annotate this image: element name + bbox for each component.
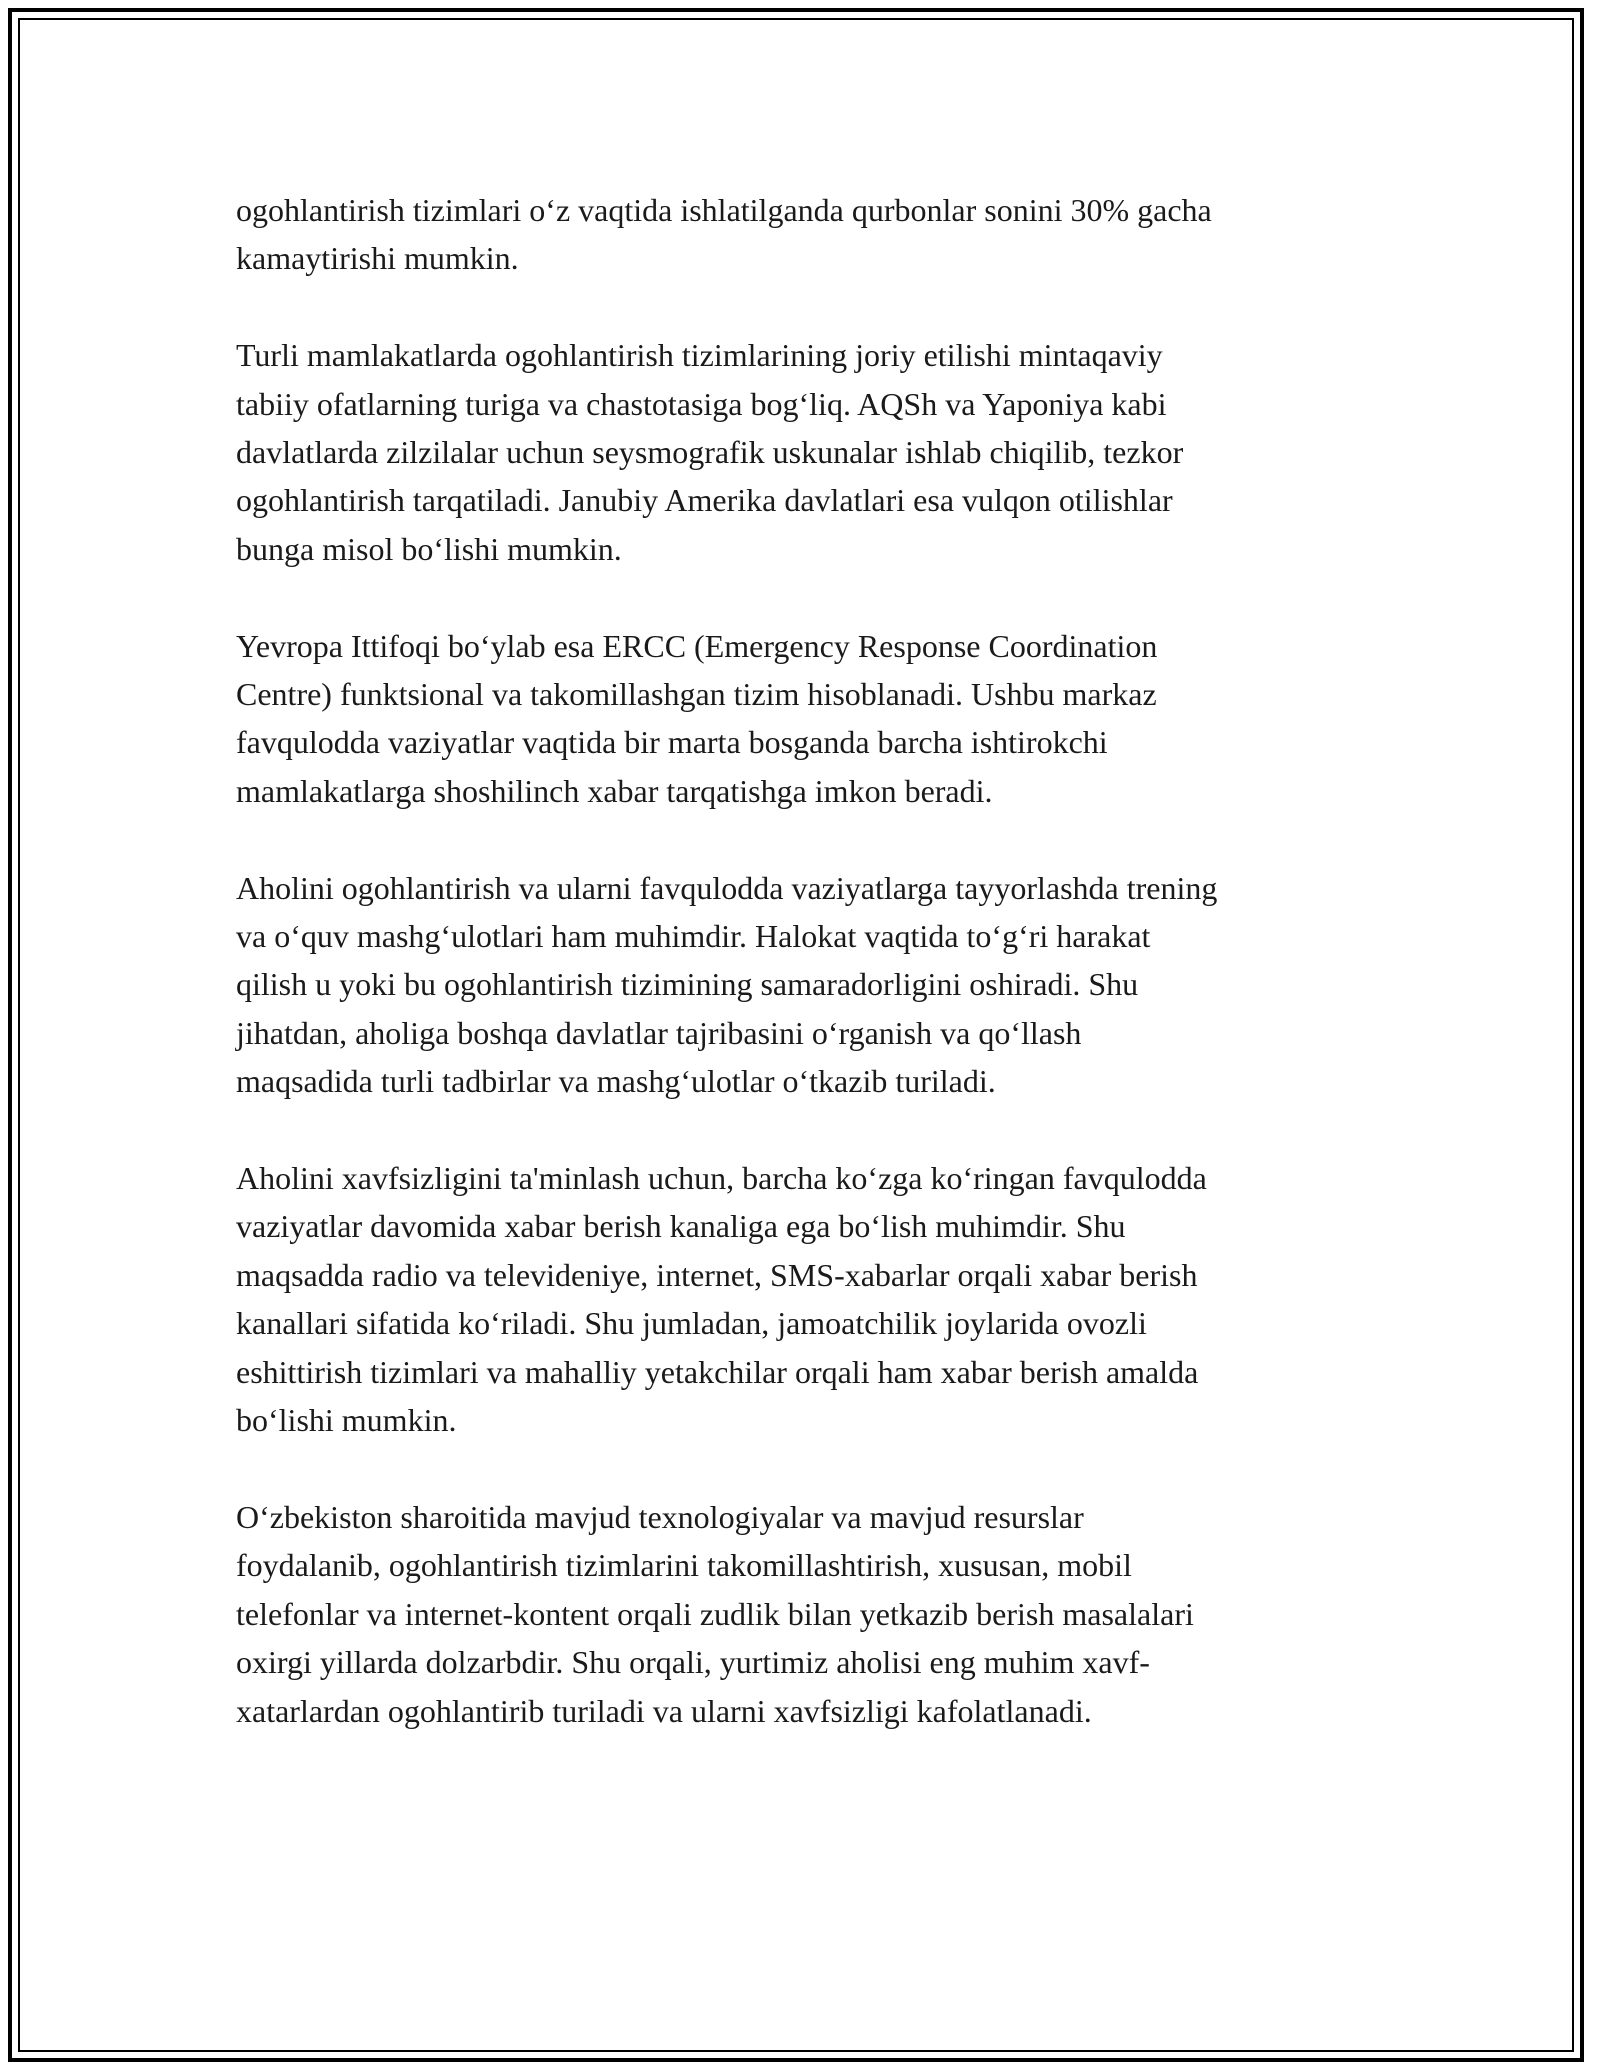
text-line: davlatlarda zilzilalar uchun seysmografik uskunalar ishlab chiqilib, tezkor	[236, 434, 1184, 471]
text-line: ogohlantirish tizimlari o‘z vaqtida ishlatilganda qurbonlar sonini 30% gacha	[236, 192, 1212, 228]
text-line: eshittirish tizimlari va mahalliy yetakchilar orqali ham xabar berish amalda	[236, 1353, 1199, 1390]
text-line: xatarlardan ogohlantirib turiladi va ularni xavfsizligi kafolatlanadi.	[236, 1692, 1092, 1729]
text-line: O‘zbekiston sharoitida mavjud texnologiyalar va mavjud resurslar	[236, 1498, 1084, 1535]
text-line: tabiiy ofatlarning turiga va chastotasiga bog‘liq. AQSh va Yaponiya kabi	[236, 385, 1167, 422]
text-line: favqulodda vaziyatlar vaqtida bir marta bosganda barcha ishtirokchi	[236, 724, 1108, 761]
paragraph-2	[236, 331, 1376, 573]
text-line: Aholini ogohlantirish va ularni favqulodda vaziyatlarga tayyorlashda trening	[236, 869, 1218, 906]
paragraph-1	[236, 186, 1376, 283]
text-line: kamaytirishi mumkin.	[236, 240, 519, 277]
paragraph-5	[236, 1154, 1376, 1444]
text-line: Turli mamlakatlarda ogohlantirish tizimlarining joriy etilishi mintaqaviy	[236, 337, 1163, 374]
paragraph-4	[236, 864, 1376, 1106]
text-line: jihatdan, aholiga boshqa davlatlar tajribasini o‘rganish va qo‘llash	[236, 1014, 1082, 1051]
text-line: Centre) funktsional va takomillashgan tizim hisoblanadi. Ushbu markaz	[236, 676, 1157, 713]
document-body	[236, 186, 1376, 1783]
text-line: oxirgi yillarda dolzarbdir. Shu orqali, yurtimiz aholisi eng muhim xavf-	[236, 1644, 1150, 1681]
text-line: maqsadida turli tadbirlar va mashg‘ulotlar o‘tkazib turiladi.	[236, 1063, 996, 1100]
text-line: va o‘quv mashg‘ulotlari ham muhimdir. Halokat vaqtida to‘g‘ri harakat	[236, 918, 1151, 955]
text-line: Aholini xavfsizligini ta'minlash uchun, barcha ko‘zga ko‘ringan favqulodda	[236, 1160, 1207, 1197]
text-line: bo‘lishi mumkin.	[236, 1402, 457, 1439]
text-line: mamlakatlarga shoshilinch xabar tarqatishga imkon beradi.	[236, 772, 993, 809]
paragraph-6	[236, 1493, 1376, 1735]
text-line: telefonlar va internet-kontent orqali zudlik bilan yetkazib berish masalalari	[236, 1595, 1194, 1632]
text-line: foydalanib, ogohlantirish tizimlarini takomillashtirish, xususan, mobil	[236, 1547, 1132, 1584]
text-line: qilish u yoki bu ogohlantirish tizimining samaradorligini oshiradi. Shu	[236, 966, 1139, 1003]
paragraph-3	[236, 622, 1376, 816]
text-line: kanallari sifatida ko‘riladi. Shu jumladan, jamoatchilik joylarida ovozli	[236, 1305, 1147, 1342]
text-line: vaziyatlar davomida xabar berish kanaliga ega bo‘lish muhimdir. Shu	[236, 1208, 1126, 1245]
text-line: Yevropa Ittifoqi bo‘ylab esa ERCC (Emergency Response Coordination	[236, 627, 1158, 664]
text-line: maqsadda radio va televideniye, internet, SMS-xabarlar orqali xabar berish	[236, 1256, 1198, 1293]
text-line: ogohlantirish tarqatiladi. Janubiy Amerika davlatlari esa vulqon otilishlar	[236, 482, 1173, 519]
text-line: bunga misol bo‘lishi mumkin.	[236, 530, 622, 567]
